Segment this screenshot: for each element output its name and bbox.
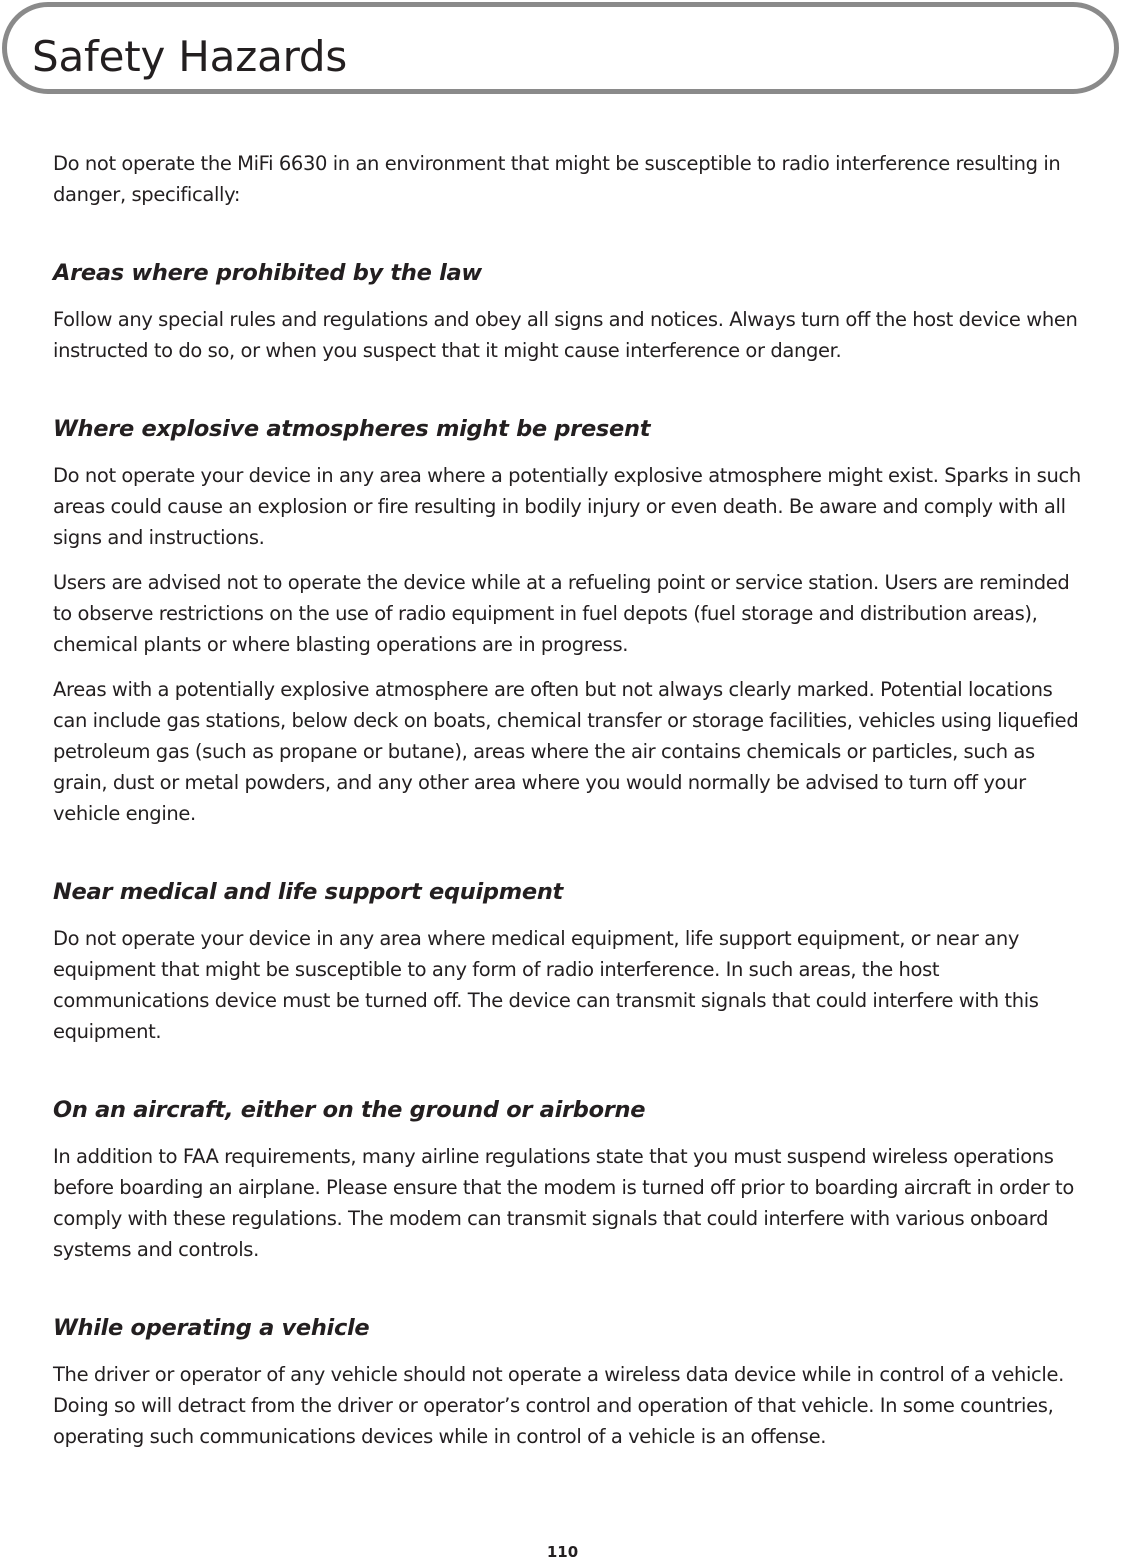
section-paragraph: Areas with a potentially explosive atmosphere are often but not always clearly marked. Potential locations can include gas stations, below deck on boats, chemical transfer or storage facilities, vehicles using liquefied petroleum gas (such as propane or butane), areas where the air contains chemicals or particles, such as grain, dust or metal powders, and any other area where you would normally be advised to turn off your vehicle engine. xyxy=(53,678,1079,825)
section-medical-equipment xyxy=(53,877,1083,1047)
page-title: Safety Hazards xyxy=(32,32,348,81)
section-heading: On an aircraft, either on the ground or airborne xyxy=(53,1097,646,1123)
section-heading: While operating a vehicle xyxy=(53,1315,370,1341)
section-paragraph: Do not operate your device in any area where medical equipment, life support equipment, or near any equipment that might be susceptible to any form of radio interference. In such areas, the host communications device must be turned off. The device can transmit signals that could interfere with this equipment. xyxy=(53,927,1039,1043)
section-heading: Where explosive atmospheres might be present xyxy=(53,416,651,442)
section-prohibited-by-law xyxy=(53,258,1083,366)
section-paragraph: Follow any special rules and regulations and obey all signs and notices. Always turn off the host device when instructed to do so, or when you suspect that it might cause interference or danger. xyxy=(53,308,1078,362)
section-aircraft xyxy=(53,1095,1083,1265)
section-paragraph: Users are advised not to operate the device while at a refueling point or service station. Users are reminded to observe restrictions on the use of radio equipment in fuel depots (fuel storage and distribution areas), chemical plants or where blasting operations are in progress. xyxy=(53,571,1070,656)
section-explosive-atmospheres xyxy=(53,414,1083,829)
section-heading: Near medical and life support equipment xyxy=(53,879,563,905)
page-number: 110 xyxy=(546,1543,579,1561)
section-paragraph: In addition to FAA requirements, many airline regulations state that you must suspend wireless operations before boarding an airplane. Please ensure that the modem is turned off prior to boarding aircraft in order to comply with these regulations. The modem can transmit signals that could interfere with various onboard systems and controls. xyxy=(53,1145,1074,1261)
section-operating-vehicle xyxy=(53,1313,1083,1452)
intro-paragraph: Do not operate the MiFi 6630 in an environment that might be susceptible to radio interference resulting in danger, specifically: xyxy=(53,152,1061,206)
section-heading: Areas where prohibited by the law xyxy=(53,260,482,286)
section-paragraph: Do not operate your device in any area where a potentially explosive atmosphere might exist. Sparks in such areas could cause an explosion or fire resulting in bodily injury or even death. Be aware and comply with all signs and instructions. xyxy=(53,464,1081,549)
document-body xyxy=(53,148,1083,1466)
section-paragraph: The driver or operator of any vehicle should not operate a wireless data device while in control of a vehicle. Doing so will detract from the driver or operator’s control and operation of that vehicle. In some countries, operating such communications devices while in control of a vehicle is an offense. xyxy=(53,1363,1064,1448)
